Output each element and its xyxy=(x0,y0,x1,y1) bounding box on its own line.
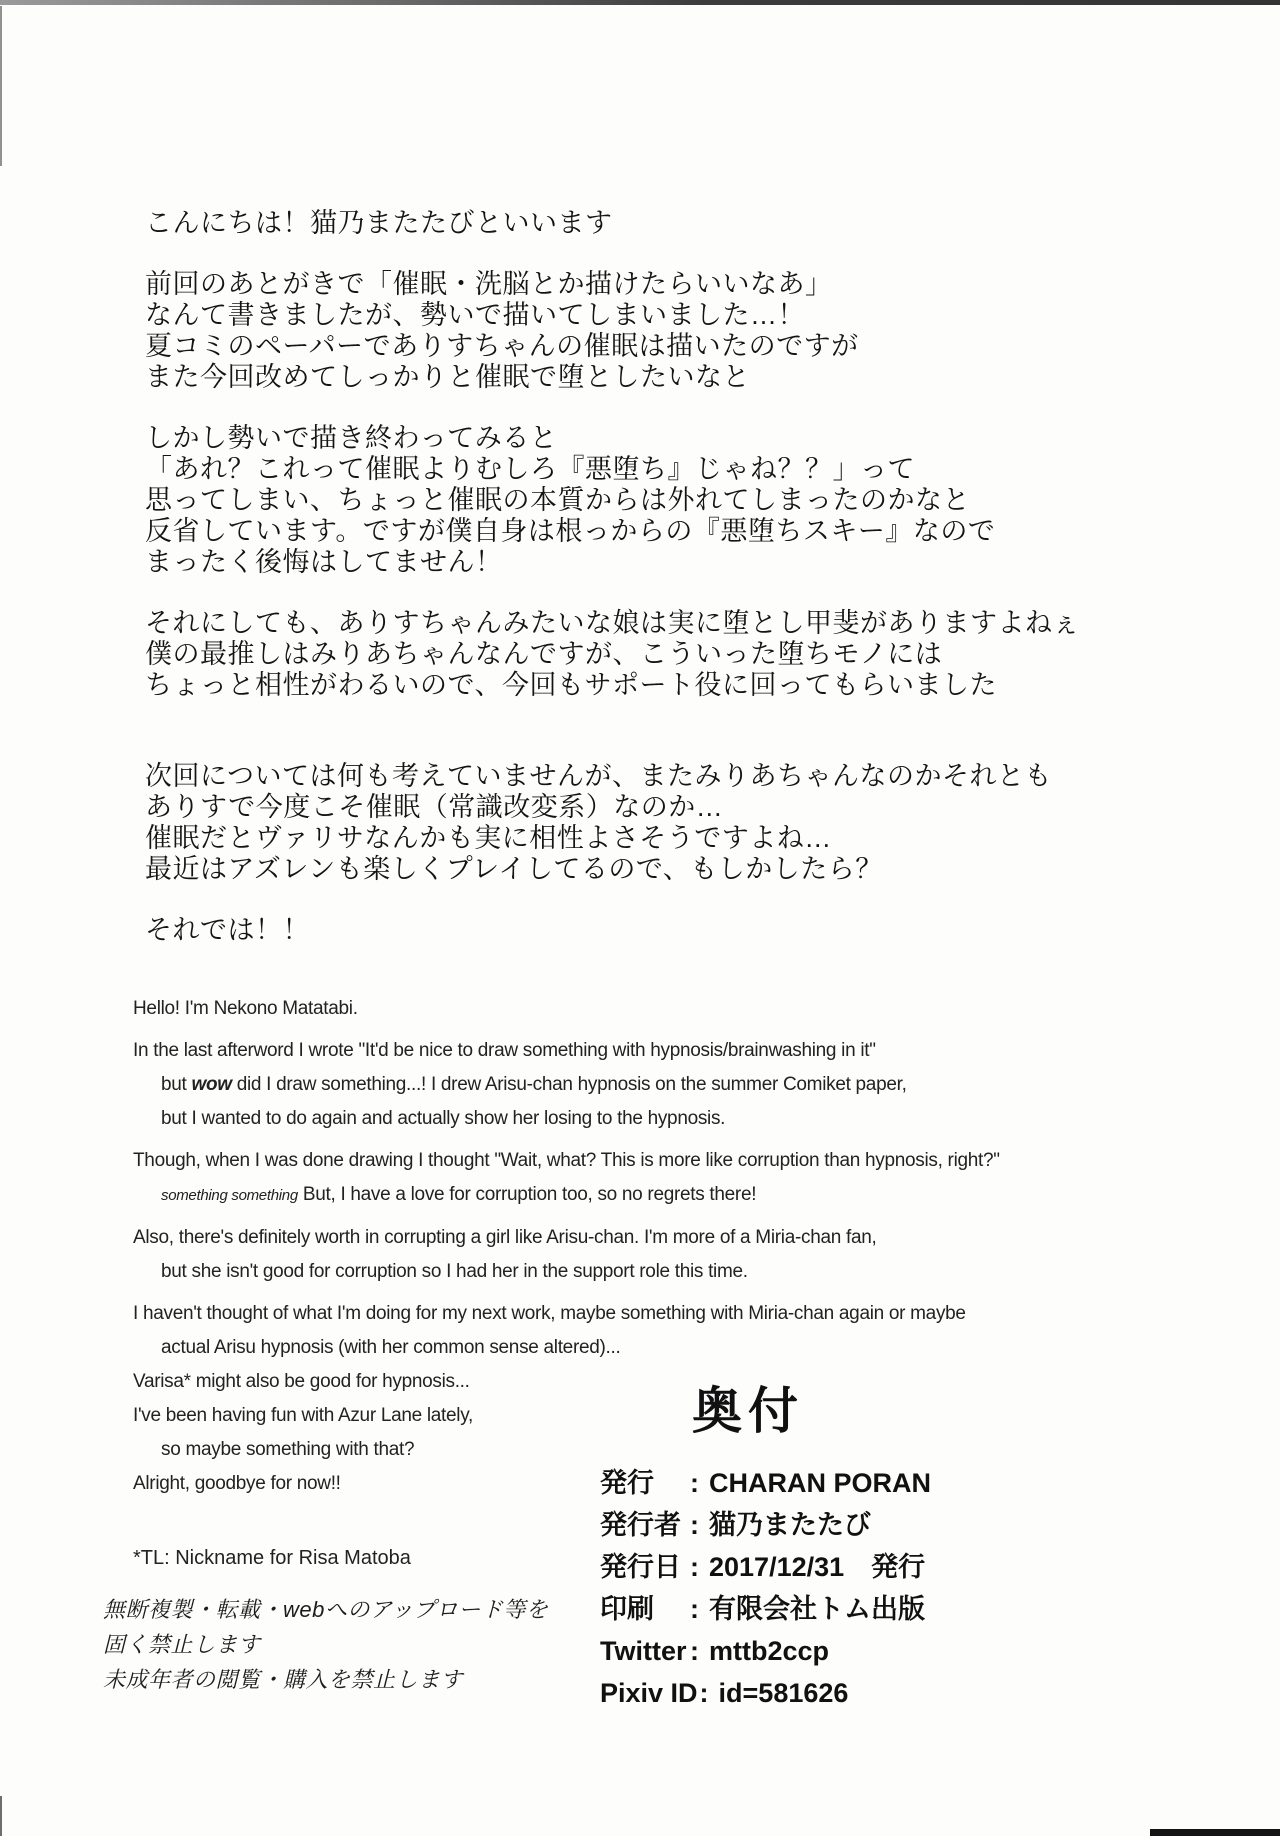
jp-afterword-line: こんにちは！猫乃またたびといいます xyxy=(145,208,613,238)
jp-afterword-line: 夏コミのペーパーでありすちゃんの催眠は描いたのですが xyxy=(145,331,859,361)
colophon-row-label: 発行者 xyxy=(600,1510,681,1540)
colophon-row-publisher xyxy=(600,1462,931,1504)
jp-paragraph-greeting xyxy=(145,208,1080,239)
jp-afterword-line: また今回改めてしっかりと催眠で堕としたいなと xyxy=(145,362,750,392)
jp-paragraph-arisu xyxy=(145,608,1080,701)
colophon-row-separator: : xyxy=(690,1636,699,1666)
colophon-row-separator: : xyxy=(699,1678,709,1708)
colophon-row-value: 有限会社トム出版 xyxy=(709,1594,925,1624)
colophon-row-pixiv xyxy=(600,1672,896,1714)
en-afterword-line: Though, when I was done drawing I thought "Wait, what? This is more like corruption than hypnosis, right?" xyxy=(133,1150,1000,1171)
en-paragraph-greeting xyxy=(133,992,1000,1026)
disclaimer-line: 未成年者の閲覧・購入を禁止します xyxy=(103,1667,464,1692)
scan-edge-bottom-left xyxy=(0,1796,2,1836)
translator-note-line: *TL: Nickname for Risa Matoba xyxy=(133,1547,411,1569)
en-afterword-line xyxy=(133,1068,1000,1102)
en-emphasis-wow: wow xyxy=(191,1074,232,1095)
colophon-row-value: mttb2ccp xyxy=(709,1636,830,1666)
jp-afterword-line: 最近はアズレンも楽しくプレイしてるので、もしかしたら？ xyxy=(145,854,883,884)
scan-edge-top xyxy=(0,0,1280,5)
en-afterword-line: I've been having fun with Azur Lane lately, xyxy=(133,1405,473,1426)
jp-afterword-line: 催眠だとヴァリサなんかも実に相性よさそうですよね… xyxy=(145,823,832,853)
en-text-segment: did I draw something...! I drew Arisu-chan hypnosis on the summer Comiket paper, xyxy=(231,1074,907,1095)
en-text-segment: But, I have a love for corruption too, so no regrets there! xyxy=(297,1184,757,1205)
colophon-row-date xyxy=(600,1546,926,1588)
en-afterword-line: Also, there's definitely worth in corrupting a girl like Arisu-chan. I'm more of a Miria-chan fan, xyxy=(133,1227,877,1248)
jp-afterword-line: しかし勢いで描き終わってみると xyxy=(145,423,558,453)
en-afterword-line: but she isn't good for corruption so I had her in the support role this time. xyxy=(161,1261,748,1282)
jp-afterword-line: ありすで今度こそ催眠（常識改変系）なのか… xyxy=(145,792,724,822)
jp-afterword-line: ちょっと相性がわるいので、今回もサポート役に回ってもらいました xyxy=(145,670,997,700)
en-afterword-line: Hello! I'm Nekono Matatabi. xyxy=(133,998,358,1019)
en-afterword-line: I haven't thought of what I'm doing for my next work, maybe something with Miria-chan again or maybe xyxy=(133,1303,966,1324)
colophon-row-label: 発行日 xyxy=(600,1552,681,1582)
colophon-row-separator: : xyxy=(690,1468,699,1498)
colophon-row-value: 2017/12/31 発行 xyxy=(709,1552,926,1582)
en-paragraph-last-afterword xyxy=(133,1034,1000,1136)
colophon-row-value: CHARAN PORAN xyxy=(709,1468,931,1498)
en-afterword-line: actual Arisu hypnosis (with her common sense altered)... xyxy=(161,1337,621,1358)
colophon-row-label: 発行 xyxy=(600,1468,654,1498)
colophon-row-separator: : xyxy=(690,1594,699,1624)
en-afterword-line: In the last afterword I wrote "It'd be nice to draw something with hypnosis/brainwashing in it" xyxy=(133,1040,876,1061)
en-afterword-line: but I wanted to do again and actually show her losing to the hypnosis. xyxy=(161,1108,726,1129)
colophon-section xyxy=(600,1383,931,1714)
colophon-rows xyxy=(600,1462,931,1714)
colophon-row-printer xyxy=(600,1588,925,1630)
japanese-afterword-section xyxy=(145,208,1080,946)
colophon-row-value: id=581626 xyxy=(718,1678,849,1708)
colophon-row-value: 猫乃またたび xyxy=(709,1510,871,1540)
en-afterword-line: Varisa* might also be good for hypnosis... xyxy=(133,1371,470,1392)
jp-paragraph-next-work xyxy=(145,761,1080,885)
en-paragraph-reflection xyxy=(133,1144,1000,1213)
disclaimer-line: 無断複製・転載・webへのアップロード等を xyxy=(103,1597,549,1622)
jp-afterword-line: 反省しています。ですが僕自身は根っからの『悪堕ちスキー』なので xyxy=(145,516,996,546)
en-paragraph-arisu xyxy=(133,1221,1000,1289)
jp-afterword-line: 僕の最推しはみりあちゃんなんですが、こういった堕ちモノには xyxy=(145,639,943,669)
jp-afterword-line: 次回については何も考えていませんが、またみりあちゃんなのかそれとも xyxy=(145,761,1052,791)
colophon-row-label: 印刷 xyxy=(600,1594,654,1624)
en-emphasis-something: something something xyxy=(161,1187,298,1204)
jp-afterword-line: まったく後悔はしてません！ xyxy=(145,547,503,577)
jp-afterword-line: それにしても、ありすちゃんみたいな娘は実に堕とし甲斐がありますよねぇ xyxy=(145,608,1080,638)
en-text-segment: but xyxy=(161,1074,192,1095)
jp-afterword-line: 前回のあとがきで「催眠・洗脳とか描けたらいいなあ」 xyxy=(145,269,833,299)
jp-afterword-line: 思ってしまい、ちょっと催眠の本質からは外れてしまったのかなと xyxy=(145,485,970,515)
colophon-row-separator: : xyxy=(690,1510,699,1540)
en-afterword-line: so maybe something with that? xyxy=(161,1439,415,1460)
colophon-row-label: Twitter xyxy=(600,1636,687,1666)
colophon-row-twitter xyxy=(600,1630,896,1672)
colophon-row-separator: : xyxy=(690,1552,699,1582)
colophon-title: 奥付 xyxy=(692,1383,804,1439)
colophon-row-label: Pixiv ID xyxy=(600,1678,698,1708)
jp-afterword-line: 「あれ？これって催眠よりむしろ『悪堕ち』じゃね？？」って xyxy=(145,454,915,484)
en-afterword-line: Alright, goodbye for now!! xyxy=(133,1473,341,1494)
jp-paragraph-farewell xyxy=(145,915,1080,946)
jp-paragraph-last-afterword xyxy=(145,269,1080,393)
jp-afterword-line: それでは！！ xyxy=(145,915,310,945)
scan-edge-left xyxy=(0,6,2,166)
jp-afterword-line: なんて書きましたが、勢いで描いてしまいました…！ xyxy=(145,300,805,330)
jp-paragraph-reflection xyxy=(145,423,1080,578)
reproduction-disclaimer xyxy=(103,1592,548,1697)
scan-mark-bottom-right xyxy=(1150,1829,1280,1836)
colophon-row-author xyxy=(600,1504,896,1546)
disclaimer-line: 固く禁止します xyxy=(103,1632,261,1657)
en-afterword-line xyxy=(133,1178,1000,1213)
